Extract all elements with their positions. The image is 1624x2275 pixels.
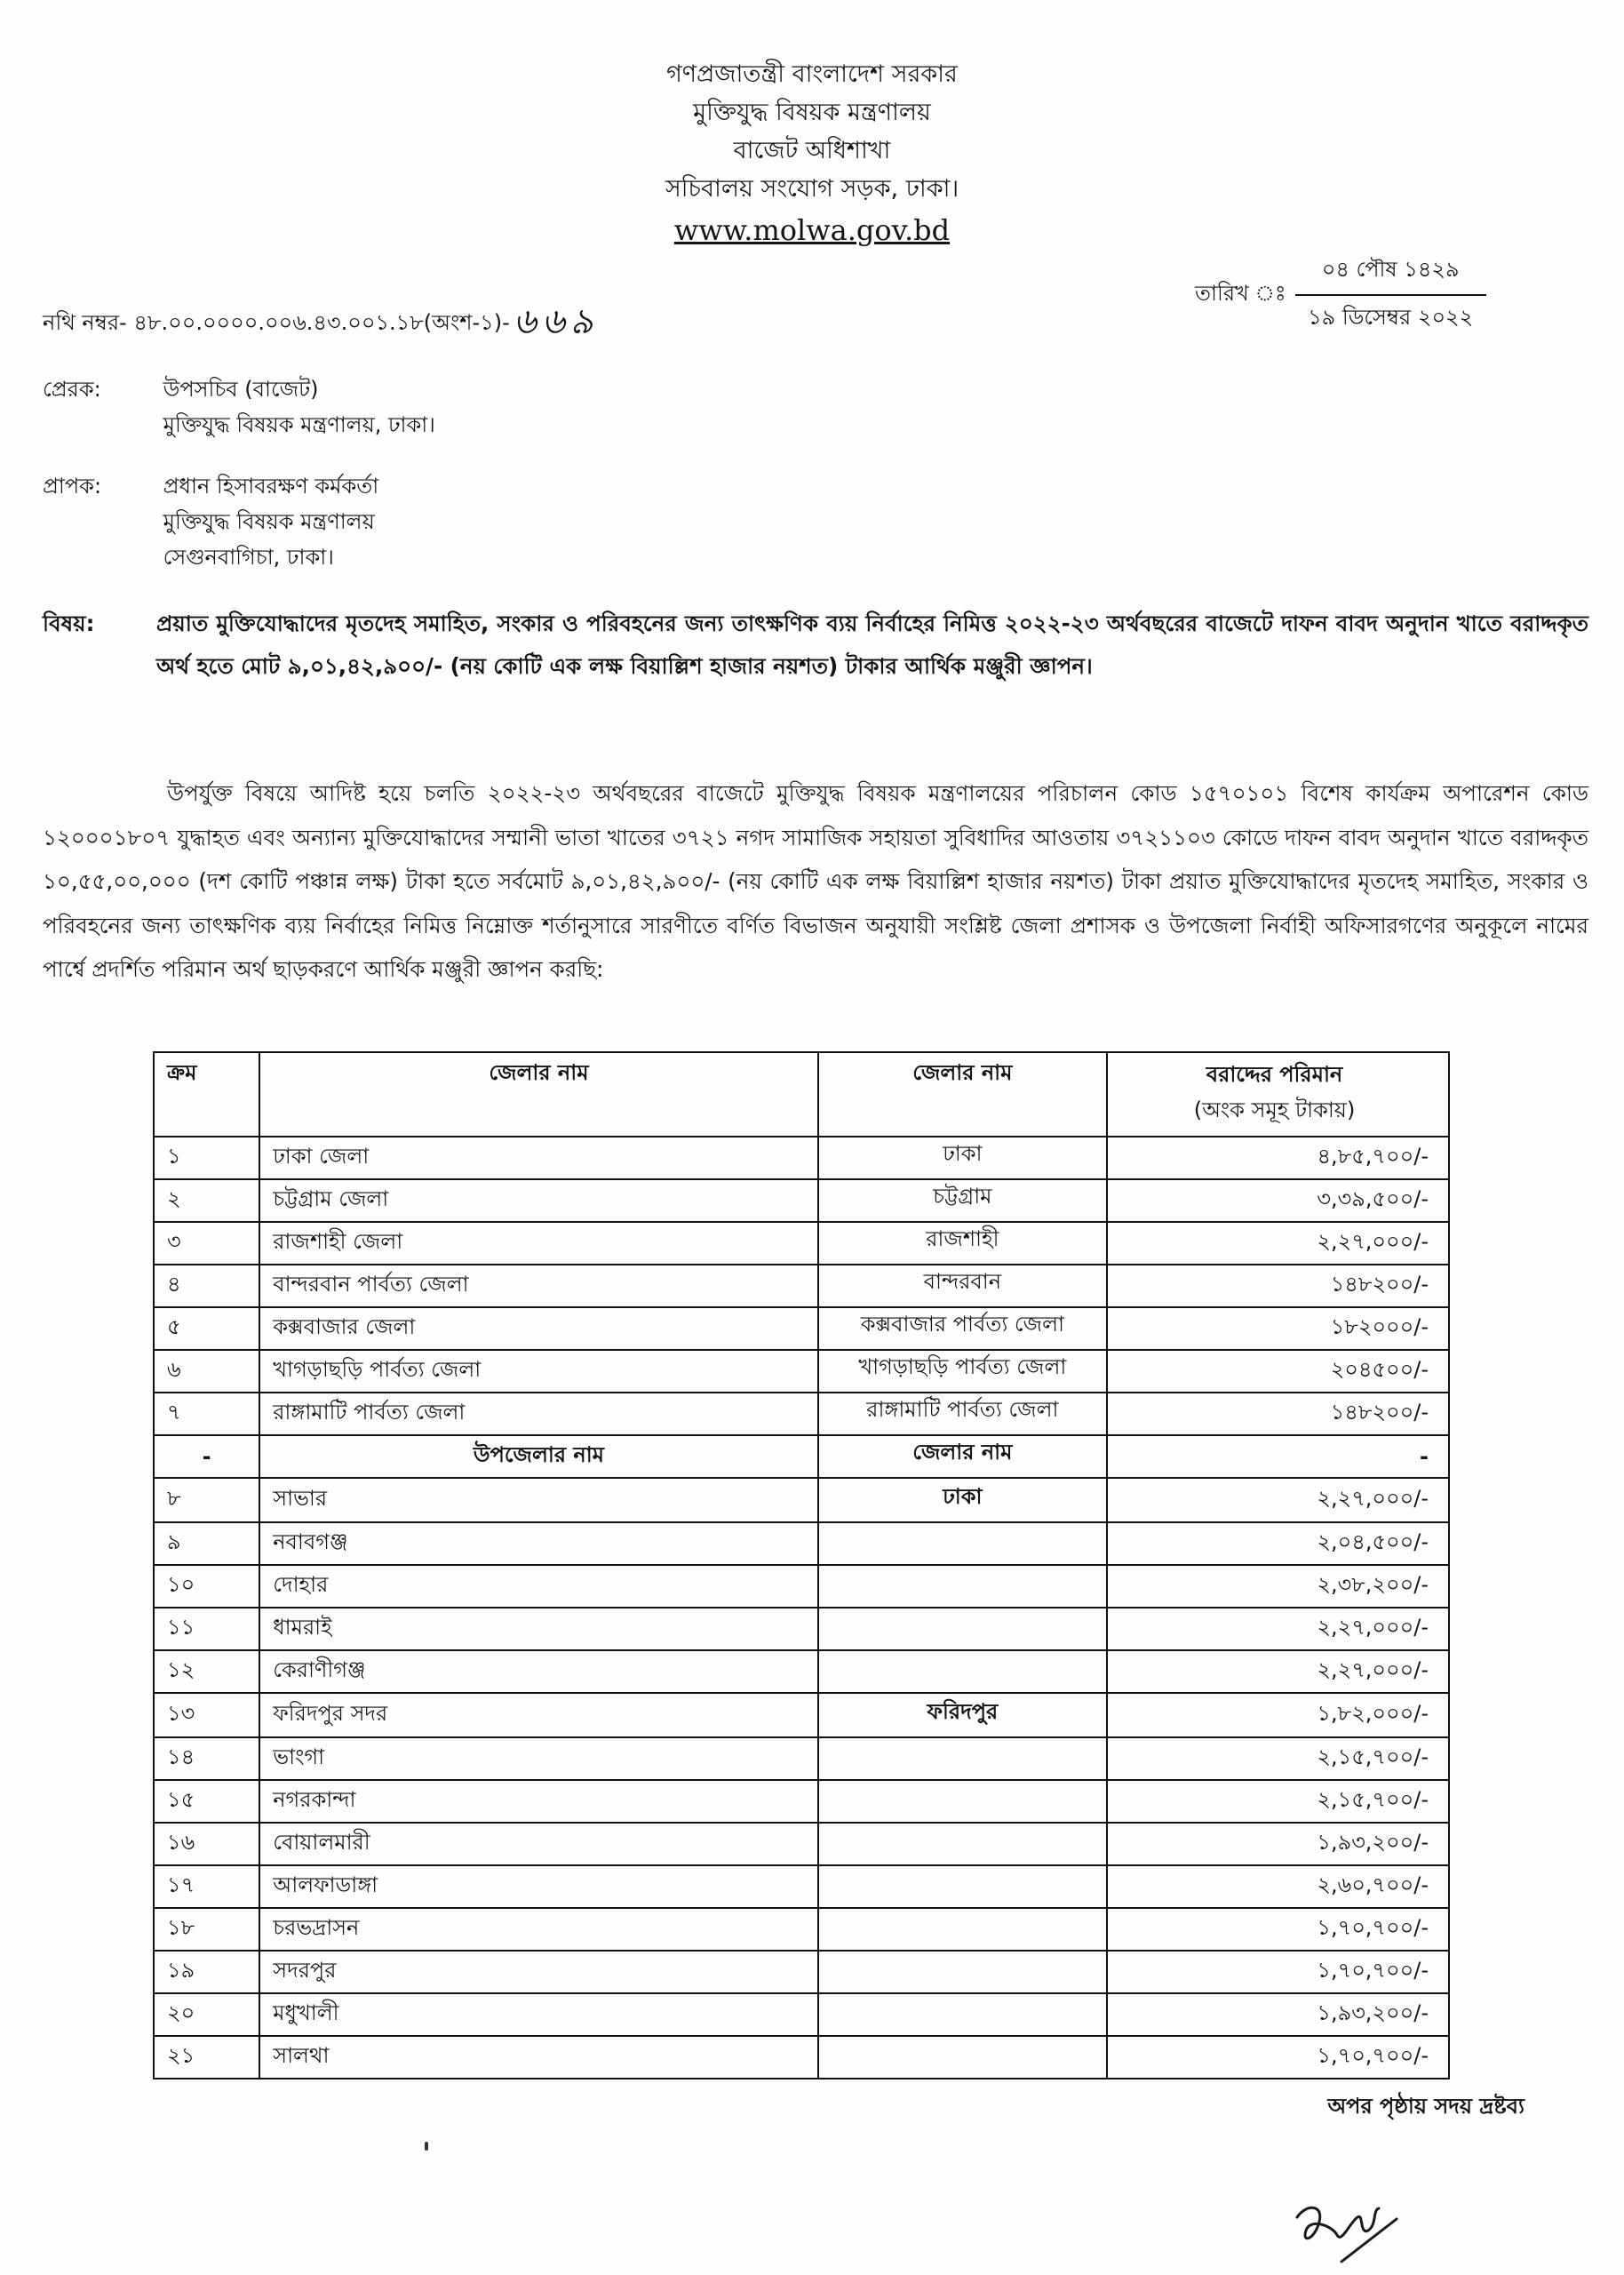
table-row [154, 1350, 1449, 1393]
cell-district [818, 1823, 1107, 1865]
website-link[interactable]: www.molwa.gov.bd [673, 213, 951, 247]
sender-label: প্রেরক: [43, 377, 101, 402]
cell-serial: ৫ [154, 1307, 259, 1350]
cell-name: সালথা [259, 2036, 817, 2079]
cell-name: খাগড়াছড়ি পার্বত্য জেলা [259, 1350, 817, 1393]
cell-name: কেরাণীগঞ্জ [259, 1650, 817, 1693]
date-label: তারিখ ঃ [1195, 281, 1286, 306]
cell-name: ধামরাই [259, 1608, 817, 1650]
cell-serial: ৭ [154, 1393, 259, 1435]
table-row [154, 1737, 1449, 1780]
table-row [154, 1565, 1449, 1608]
receiver-line: মুক্তিযুদ্ধ বিষয়ক মন্ত্রণালয় [163, 509, 375, 534]
cell-serial: ৮ [154, 1478, 259, 1522]
cell-amount: ১,৯৩,২০০/- [1107, 1993, 1449, 2036]
ministry-name: মুক্তিযুদ্ধ বিষয়ক মন্ত্রণালয় [693, 99, 931, 126]
cell-name: সদরপুর [259, 1951, 817, 1993]
cell-serial: ১ [154, 1137, 259, 1179]
cell-district: রাঙ্গামাটি পার্বত্য জেলা [818, 1393, 1107, 1435]
cell-serial: ১৭ [154, 1865, 259, 1908]
cell-amount: ২,২৭,০০০/- [1107, 1608, 1449, 1650]
cell-name: চট্টগ্রাম জেলা [259, 1179, 817, 1222]
sender-line: মুক্তিযুদ্ধ বিষয়ক মন্ত্রণালয়, ঢাকা। [163, 412, 435, 437]
cell-district [818, 1865, 1107, 1908]
cell-amount: ১,৭০,৭০০/- [1107, 2036, 1449, 2079]
subheader-district: জেলার নাম [818, 1435, 1107, 1478]
cell-name: ফরিদপুর সদর [259, 1693, 817, 1737]
cell-serial: ৪ [154, 1265, 259, 1307]
receiver-block [43, 468, 378, 575]
cell-amount: ২,১৫,৭০০/- [1107, 1780, 1449, 1823]
ink-mark [425, 2142, 428, 2151]
table-row [154, 1522, 1449, 1565]
cell-district: ঢাকা [818, 1137, 1107, 1179]
cell-amount: ২০৪৫০০/- [1107, 1350, 1449, 1393]
govt-name: গণপ্রজাতন্ত্রী বাংলাদেশ সরকার [666, 60, 958, 88]
cell-serial: ৩ [154, 1222, 259, 1265]
table-row [154, 1693, 1449, 1737]
cell-serial: ১০ [154, 1565, 259, 1608]
cell-name: ঢাকা জেলা [259, 1137, 817, 1179]
cell-name: রাজশাহী জেলা [259, 1222, 817, 1265]
subject-text: প্রয়াত মুক্তিযোদ্ধাদের মৃতদেহ সমাহিত, সংকার ও পরিবহনের জন্য তাৎক্ষণিক ব্যয় নির্বাহের নিমিত্ত ২০২২-২৩ অর্থবছরের বাজেটে দাফন বাবদ অনুদান খাতে বরাদ্দকৃত অর্থ হতে মোট ৯,০১,৪২,৯০০/- (নয় কোটি এক লক্ষ বিয়াল্লিশ হাজার নয়শত) টাকার আর্থিক মঞ্জুরী জ্ঞাপন। [156, 611, 1588, 679]
cell-serial: ১১ [154, 1608, 259, 1650]
cell-amount: ১,৯৩,২০০/- [1107, 1823, 1449, 1865]
cell-amount: ২,০৪,৫০০/- [1107, 1522, 1449, 1565]
cell-district: ঢাকা [818, 1478, 1107, 1522]
cell-district [818, 2036, 1107, 2079]
table-row [154, 1222, 1449, 1265]
cell-amount: ২,২৭,০০০/- [1107, 1650, 1449, 1693]
cell-serial: ৯ [154, 1522, 259, 1565]
cell-amount: ১,৭০,৭০০/- [1107, 1908, 1449, 1951]
table-row [154, 1137, 1449, 1179]
table-row [154, 1265, 1449, 1307]
cell-amount: ১,৮২,০০০/- [1107, 1693, 1449, 1737]
cell-serial: ২১ [154, 2036, 259, 2079]
cell-serial: ১৬ [154, 1823, 259, 1865]
cell-serial: ৬ [154, 1350, 259, 1393]
table-row [154, 1393, 1449, 1435]
header-serial: ক্রম [154, 1052, 259, 1137]
header-amount-line2: (অংক সমূহ টাকায়) [1193, 1098, 1356, 1122]
signature-icon [1288, 2199, 1404, 2266]
cell-name: সাভার [259, 1478, 817, 1522]
cell-amount: ২,২৭,০০০/- [1107, 1478, 1449, 1522]
bangla-date: ০৪ পৌষ ১৪২৯ [1295, 253, 1486, 296]
cell-serial: ১৮ [154, 1908, 259, 1951]
table-row [154, 2036, 1449, 2079]
cell-amount: ২,২৭,০০০/- [1107, 1222, 1449, 1265]
cell-district [818, 1565, 1107, 1608]
receiver-line: প্রধান হিসাবরক্ষণ কর্মকর্তা [163, 474, 379, 499]
cell-amount: ১৪৮২০০/- [1107, 1265, 1449, 1307]
letterhead [0, 55, 1624, 252]
cell-amount: ২,১৫,৭০০/- [1107, 1737, 1449, 1780]
cell-serial: ২ [154, 1179, 259, 1222]
cell-serial: ১৫ [154, 1780, 259, 1823]
table-row [154, 1993, 1449, 2036]
table-row [154, 1951, 1449, 1993]
cell-serial: ১৩ [154, 1693, 259, 1737]
cell-name: কক্সবাজার জেলা [259, 1307, 817, 1350]
allocation-table [153, 1051, 1450, 2079]
continued-on-next-page-note: অপর পৃষ্ঠায় সদয় দ্রষ্টব্য [1327, 2094, 1524, 2119]
subject-label: বিষয়: [43, 611, 95, 636]
gregorian-date: ১৯ ডিসেম্বর ২০২২ [1308, 305, 1474, 330]
cell-name: ভাংগা [259, 1737, 817, 1780]
cell-amount: ৪,৮৫,৭০০/- [1107, 1137, 1449, 1179]
cell-district [818, 1780, 1107, 1823]
cell-name: বোয়ালমারী [259, 1823, 817, 1865]
reference-value: ৪৮.০০.০০০০.০০৬.৪৩.০০১.১৮(অংশ-১)- [133, 310, 510, 335]
cell-amount: ১,৭০,৭০০/- [1107, 1951, 1449, 1993]
cell-serial: ১২ [154, 1650, 259, 1693]
handwritten-memo-number: ৬৬৯ [513, 301, 599, 342]
cell-name: নগরকান্দা [259, 1780, 817, 1823]
cell-district [818, 1608, 1107, 1650]
cell-name: আলফাডাঙ্গা [259, 1865, 817, 1908]
cell-amount: ১৮২০০০/- [1107, 1307, 1449, 1350]
sender-block [43, 371, 435, 443]
cell-amount: ১৪৮২০০/- [1107, 1393, 1449, 1435]
cell-amount: ২,৬০,৭০০/- [1107, 1865, 1449, 1908]
subheader-serial: - [154, 1435, 259, 1478]
receiver-line: সেগুনবাগিচা, ঢাকা। [163, 545, 334, 570]
cell-name: বান্দরবান পার্বত্য জেলা [259, 1265, 817, 1307]
body-paragraph: উপর্যুক্ত বিষয়ে আদিষ্ট হয়ে চলতি ২০২২-২৩ অর্থবছরের বাজেটে মুক্তিযুদ্ধ বিষয়ক মন্ত্রণালয়ের পরিচালন কোড ১৫৭০১০১ বিশেষ কার্যক্রম অপারেশন কোড ১২০০০১৮০৭ যুদ্ধাহত এবং অন্যান্য মুক্তিযোদ্ধাদের সম্মানী ভাতা খাতের ৩৭২১ নগদ সামাজিক সহায়তা সুবিধাদির আওতায় ৩৭২১১০৩ কোডে দাফন বাবদ অনুদান খাতে বরাদ্দকৃত ১০,৫৫,০০,০০০ (দশ কোটি পঞ্চান্ন লক্ষ) টাকা হতে সর্বমোট ৯,০১,৪২,৯০০/- (নয় কোটি এক লক্ষ বিয়াল্লিশ হাজার নয়শত) টাকা প্রয়াত মুক্তিযোদ্ধাদের মৃতদেহ সমাহিত, সংকার ও পরিবহনের জন্য তাৎক্ষণিক ব্যয় নির্বাহের নিমিত্ত নিম্নোক্ত শর্তানুসারে সারণীতে বর্ণিত বিভাজন অনুযায়ী সংশ্লিষ্ট জেলা প্রশাসক ও উপজেলা নির্বাহী অফিসারগণের অনুকূলে নামের পার্শ্বে প্রদর্শিত পরিমান অর্থ ছাড়করণে আর্থিক মঞ্জুরী জ্ঞাপন করছি: [43, 780, 1588, 982]
table-row [154, 1908, 1449, 1951]
cell-district: ফরিদপুর [818, 1693, 1107, 1737]
cell-name: দোহার [259, 1565, 817, 1608]
table-row [154, 1650, 1449, 1693]
cell-district [818, 1993, 1107, 2036]
cell-serial: ১৪ [154, 1737, 259, 1780]
subject-block [43, 603, 1588, 688]
cell-name: নবাবগঞ্জ [259, 1522, 817, 1565]
cell-amount: ২,৩৮,২০০/- [1107, 1565, 1449, 1608]
cell-serial: ১৯ [154, 1951, 259, 1993]
table-row [154, 1608, 1449, 1650]
cell-district [818, 1951, 1107, 1993]
cell-district [818, 1650, 1107, 1693]
table-row [154, 1179, 1449, 1222]
branch-name: বাজেট অধিশাখা [733, 137, 891, 164]
date-block [1195, 253, 1486, 337]
cell-district [818, 1737, 1107, 1780]
subheader-amount: - [1107, 1435, 1449, 1478]
table-row [154, 1478, 1449, 1522]
reference-number [43, 293, 599, 353]
table-row [154, 1780, 1449, 1823]
cell-district: বান্দরবান [818, 1265, 1107, 1307]
table-row [154, 1307, 1449, 1350]
cell-name: মধুখালী [259, 1993, 817, 2036]
table-row [154, 1865, 1449, 1908]
header-name: জেলার নাম [259, 1052, 817, 1137]
table-header-row [154, 1052, 1449, 1137]
header-amount-line1: বরাদ্দের পরিমান [1206, 1062, 1343, 1087]
reference-label: নথি নম্বর- [43, 310, 127, 335]
cell-district [818, 1908, 1107, 1951]
receiver-label: প্রাপক: [43, 474, 102, 499]
cell-name: চরভদ্রাসন [259, 1908, 817, 1951]
header-amount [1107, 1052, 1449, 1137]
upazila-subheader-row [154, 1435, 1449, 1478]
office-address: সচিবালয় সংযোগ সড়ক, ঢাকা। [665, 175, 959, 203]
cell-district: চট্টগ্রাম [818, 1179, 1107, 1222]
subheader-name: উপজেলার নাম [259, 1435, 817, 1478]
sender-line: উপসচিব (বাজেট) [163, 377, 319, 402]
cell-district: খাগড়াছড়ি পার্বত্য জেলা [818, 1350, 1107, 1393]
cell-district: রাজশাহী [818, 1222, 1107, 1265]
header-district: জেলার নাম [818, 1052, 1107, 1137]
cell-serial: ২০ [154, 1993, 259, 2036]
cell-district: কক্সবাজার পার্বত্য জেলা [818, 1307, 1107, 1350]
cell-amount: ৩,৩৯,৫০০/- [1107, 1179, 1449, 1222]
cell-district [818, 1522, 1107, 1565]
cell-name: রাঙ্গামাটি পার্বত্য জেলা [259, 1393, 817, 1435]
table-row [154, 1823, 1449, 1865]
